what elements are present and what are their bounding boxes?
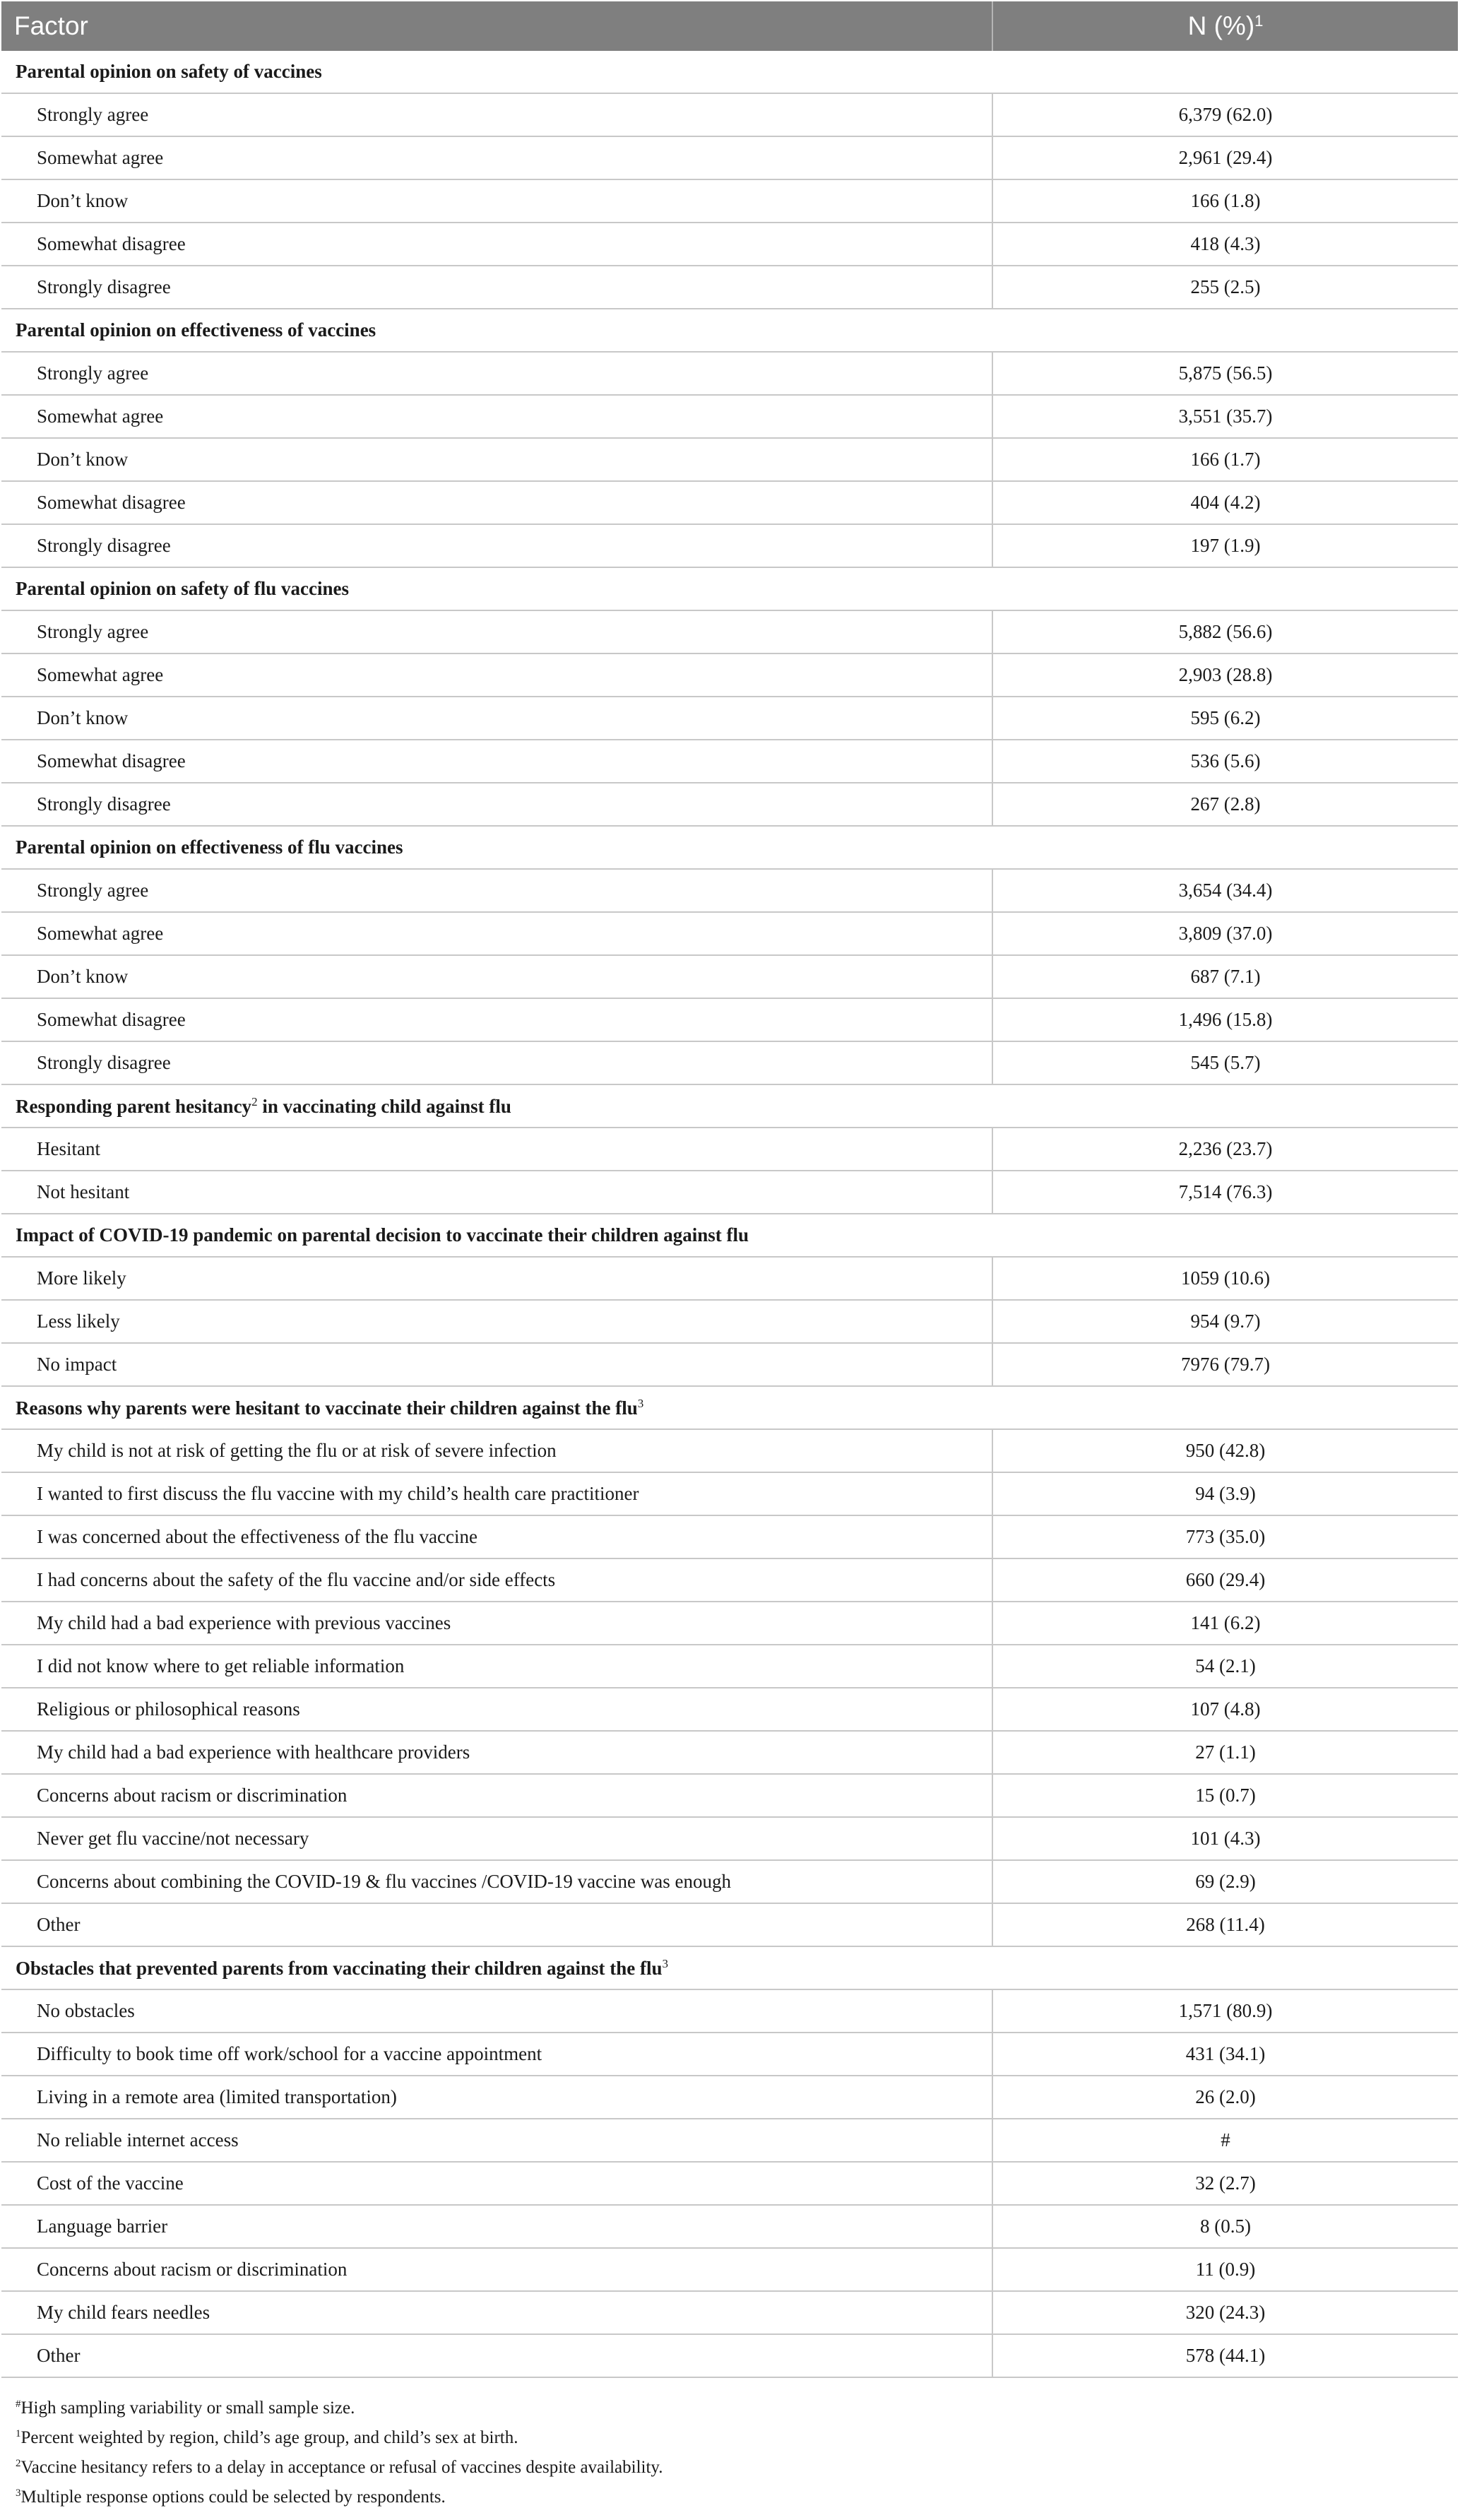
row-value: 773 (35.0) [992, 1515, 1458, 1558]
section-title-footnote-mark: 3 [662, 1956, 668, 1970]
row-label: I had concerns about the safety of the flu vaccine and/or side effects [1, 1558, 992, 1602]
section-header-row [1, 1214, 1458, 1257]
row-value: 404 (4.2) [992, 481, 1458, 524]
section-title [1, 1386, 1458, 1429]
section-title-text: Responding parent hesitancy [16, 1095, 252, 1117]
row-label: Strongly agree [1, 93, 992, 136]
row-label: My child had a bad experience with healthcare providers [1, 1731, 992, 1774]
section-title [1, 309, 1458, 352]
table-row [1, 912, 1458, 955]
row-value: 267 (2.8) [992, 783, 1458, 826]
row-label: Strongly disagree [1, 783, 992, 826]
row-value: 141 (6.2) [992, 1602, 1458, 1645]
row-value: 320 (24.3) [992, 2291, 1458, 2334]
row-label: Don’t know [1, 438, 992, 481]
section-title [1, 51, 1458, 93]
section-title-text-rest: in vaccinating child against flu [257, 1095, 511, 1117]
row-value: 660 (29.4) [992, 1558, 1458, 1602]
row-label: Hesitant [1, 1128, 992, 1171]
table-row [1, 869, 1458, 912]
section-title [1, 1084, 1458, 1128]
footnote-mark: # [16, 2398, 21, 2410]
table-row [1, 93, 1458, 136]
row-label: I wanted to first discuss the flu vaccine with my child’s health care practitioner [1, 1472, 992, 1515]
section-title-text: Parental opinion on effectiveness of vaccines [16, 319, 376, 341]
table-row [1, 223, 1458, 266]
row-value: 950 (42.8) [992, 1429, 1458, 1472]
table-row [1, 1515, 1458, 1558]
row-value: 1,571 (80.9) [992, 1989, 1458, 2033]
row-value: 32 (2.7) [992, 2162, 1458, 2205]
row-label: My child is not at risk of getting the flu or at risk of severe infection [1, 1429, 992, 1472]
table-row [1, 1860, 1458, 1903]
table-row [1, 998, 1458, 1041]
row-value: 255 (2.5) [992, 266, 1458, 309]
footnotes [16, 2391, 1442, 2510]
row-value: 26 (2.0) [992, 2076, 1458, 2119]
row-label: Living in a remote area (limited transportation) [1, 2076, 992, 2119]
row-value: 7976 (79.7) [992, 1343, 1458, 1386]
header-n-pct-sup: 1 [1254, 12, 1264, 30]
row-label: Strongly disagree [1, 1041, 992, 1084]
table-row [1, 179, 1458, 223]
row-label: Other [1, 2334, 992, 2377]
row-label: Strongly disagree [1, 266, 992, 309]
row-label: Concerns about combining the COVID-19 & flu vaccines /COVID-19 vaccine was enough [1, 1860, 992, 1903]
row-value: 2,903 (28.8) [992, 653, 1458, 697]
row-label: I was concerned about the effectiveness of the flu vaccine [1, 1515, 992, 1558]
section-title-text: Reasons why parents were hesitant to vaccinate their children against the flu [16, 1397, 638, 1419]
section-title-footnote-mark: 3 [637, 1396, 644, 1410]
footnote-mark: 1 [16, 2428, 21, 2439]
row-value: 3,809 (37.0) [992, 912, 1458, 955]
table-row [1, 2076, 1458, 2119]
row-label: Never get flu vaccine/not necessary [1, 1817, 992, 1860]
row-value: 268 (11.4) [992, 1903, 1458, 1946]
header-row [1, 1, 1458, 51]
table-row [1, 1171, 1458, 1214]
section-title-footnote-mark: 2 [251, 1094, 258, 1108]
row-label: My child had a bad experience with previous vaccines [1, 1602, 992, 1645]
row-value: 166 (1.7) [992, 438, 1458, 481]
row-value: 2,236 (23.7) [992, 1128, 1458, 1171]
table-row [1, 610, 1458, 653]
row-value: 3,551 (35.7) [992, 395, 1458, 438]
table-row [1, 2205, 1458, 2248]
row-label: Religious or philosophical reasons [1, 1688, 992, 1731]
table-row [1, 1774, 1458, 1817]
table-row [1, 266, 1458, 309]
row-value: 15 (0.7) [992, 1774, 1458, 1817]
row-label: Strongly agree [1, 869, 992, 912]
table-row [1, 653, 1458, 697]
row-label: More likely [1, 1257, 992, 1300]
section-title-text: Parental opinion on safety of vaccines [16, 61, 322, 82]
row-label: Somewhat disagree [1, 740, 992, 783]
table-row [1, 1343, 1458, 1386]
row-label: No obstacles [1, 1989, 992, 2033]
section-header-row [1, 567, 1458, 610]
table-row [1, 1257, 1458, 1300]
table-row [1, 352, 1458, 395]
row-value: 7,514 (76.3) [992, 1171, 1458, 1214]
table-row [1, 2162, 1458, 2205]
row-label: Strongly agree [1, 610, 992, 653]
section-header-row [1, 1084, 1458, 1128]
row-label: Difficulty to book time off work/school for a vaccine appointment [1, 2033, 992, 2076]
section-title-text: Impact of COVID-19 pandemic on parental decision to vaccinate their children against flu [16, 1224, 749, 1246]
footnote-mark: 2 [16, 2458, 21, 2469]
section-title [1, 826, 1458, 869]
row-label: Concerns about racism or discrimination [1, 1774, 992, 1817]
table-row [1, 1817, 1458, 1860]
table-row [1, 2033, 1458, 2076]
table-row [1, 136, 1458, 179]
row-value: 197 (1.9) [992, 524, 1458, 567]
section-header-row [1, 1386, 1458, 1429]
footnote-text: Percent weighted by region, child’s age group, and child’s sex at birth. [20, 2428, 518, 2447]
row-label: Other [1, 1903, 992, 1946]
footnote-mark: 3 [16, 2488, 21, 2499]
table-row [1, 740, 1458, 783]
table-row [1, 1558, 1458, 1602]
row-value: 3,654 (34.4) [992, 869, 1458, 912]
table-row [1, 2291, 1458, 2334]
row-value: 1,496 (15.8) [992, 998, 1458, 1041]
row-label: Somewhat agree [1, 136, 992, 179]
row-label: No impact [1, 1343, 992, 1386]
table-row [1, 783, 1458, 826]
table-row [1, 2334, 1458, 2377]
row-label: Don’t know [1, 179, 992, 223]
row-value: 8 (0.5) [992, 2205, 1458, 2248]
table-row [1, 438, 1458, 481]
row-label: Don’t know [1, 697, 992, 740]
row-value: 578 (44.1) [992, 2334, 1458, 2377]
row-value: 107 (4.8) [992, 1688, 1458, 1731]
table-row [1, 955, 1458, 998]
row-label: Strongly disagree [1, 524, 992, 567]
results-table [1, 1, 1458, 2378]
row-label: Concerns about racism or discrimination [1, 2248, 992, 2291]
table-row [1, 1041, 1458, 1084]
header-n-pct-label: N (%) [1187, 11, 1255, 40]
section-title-text: Obstacles that prevented parents from vaccinating their children against the flu [16, 1957, 663, 1979]
row-value: 1059 (10.6) [992, 1257, 1458, 1300]
table-row [1, 1903, 1458, 1946]
header-factor [1, 1, 992, 51]
footnote-line [16, 2391, 1442, 2421]
row-label: Somewhat agree [1, 912, 992, 955]
row-value: 418 (4.3) [992, 223, 1458, 266]
row-value: 536 (5.6) [992, 740, 1458, 783]
row-label: Strongly agree [1, 352, 992, 395]
row-label: Somewhat disagree [1, 481, 992, 524]
row-value: 11 (0.9) [992, 2248, 1458, 2291]
header-factor-label: Factor [14, 11, 88, 40]
table-row [1, 1688, 1458, 1731]
row-label: No reliable internet access [1, 2119, 992, 2162]
footnote-line [16, 2451, 1442, 2480]
section-header-row [1, 1946, 1458, 1989]
row-label: Somewhat disagree [1, 223, 992, 266]
row-value: 94 (3.9) [992, 1472, 1458, 1515]
table-row [1, 1645, 1458, 1688]
row-value: 6,379 (62.0) [992, 93, 1458, 136]
footnote-text: Multiple response options could be selected by respondents. [20, 2488, 446, 2507]
section-title-text: Parental opinion on effectiveness of flu vaccines [16, 836, 403, 858]
header-n-pct [992, 1, 1458, 51]
row-value: 431 (34.1) [992, 2033, 1458, 2076]
row-label: Cost of the vaccine [1, 2162, 992, 2205]
table-row [1, 697, 1458, 740]
table-row [1, 1429, 1458, 1472]
row-label: My child fears needles [1, 2291, 992, 2334]
row-value: 166 (1.8) [992, 179, 1458, 223]
row-value: 687 (7.1) [992, 955, 1458, 998]
table-row [1, 395, 1458, 438]
row-value: 595 (6.2) [992, 697, 1458, 740]
row-value: 54 (2.1) [992, 1645, 1458, 1688]
table-row [1, 1300, 1458, 1343]
row-value: # [992, 2119, 1458, 2162]
row-value: 5,882 (56.6) [992, 610, 1458, 653]
row-value: 545 (5.7) [992, 1041, 1458, 1084]
section-header-row [1, 51, 1458, 93]
table-row [1, 1731, 1458, 1774]
row-value: 954 (9.7) [992, 1300, 1458, 1343]
table-header [1, 1, 1458, 51]
footnote-text: High sampling variability or small sample size. [20, 2398, 355, 2418]
row-label: Language barrier [1, 2205, 992, 2248]
row-label: Not hesitant [1, 1171, 992, 1214]
table-row [1, 2119, 1458, 2162]
footnote-line [16, 2421, 1442, 2451]
row-value: 101 (4.3) [992, 1817, 1458, 1860]
table-row [1, 1602, 1458, 1645]
table-body [1, 51, 1458, 2377]
row-value: 27 (1.1) [992, 1731, 1458, 1774]
row-label: Somewhat disagree [1, 998, 992, 1041]
row-label: I did not know where to get reliable information [1, 1645, 992, 1688]
section-header-row [1, 826, 1458, 869]
row-label: Don’t know [1, 955, 992, 998]
table-row [1, 1472, 1458, 1515]
row-label: Less likely [1, 1300, 992, 1343]
section-title [1, 1214, 1458, 1257]
row-value: 5,875 (56.5) [992, 352, 1458, 395]
table-row [1, 524, 1458, 567]
row-value: 2,961 (29.4) [992, 136, 1458, 179]
section-header-row [1, 309, 1458, 352]
row-label: Somewhat agree [1, 653, 992, 697]
footnote-line [16, 2480, 1442, 2510]
table-row [1, 2248, 1458, 2291]
section-title [1, 1946, 1458, 1989]
row-label: Somewhat agree [1, 395, 992, 438]
section-title [1, 567, 1458, 610]
table-row [1, 481, 1458, 524]
row-value: 69 (2.9) [992, 1860, 1458, 1903]
footnote-text: Vaccine hesitancy refers to a delay in acceptance or refusal of vaccines despite availability. [20, 2458, 663, 2477]
table-row [1, 1989, 1458, 2033]
section-title-text: Parental opinion on safety of flu vaccines [16, 578, 349, 599]
table-row [1, 1128, 1458, 1171]
